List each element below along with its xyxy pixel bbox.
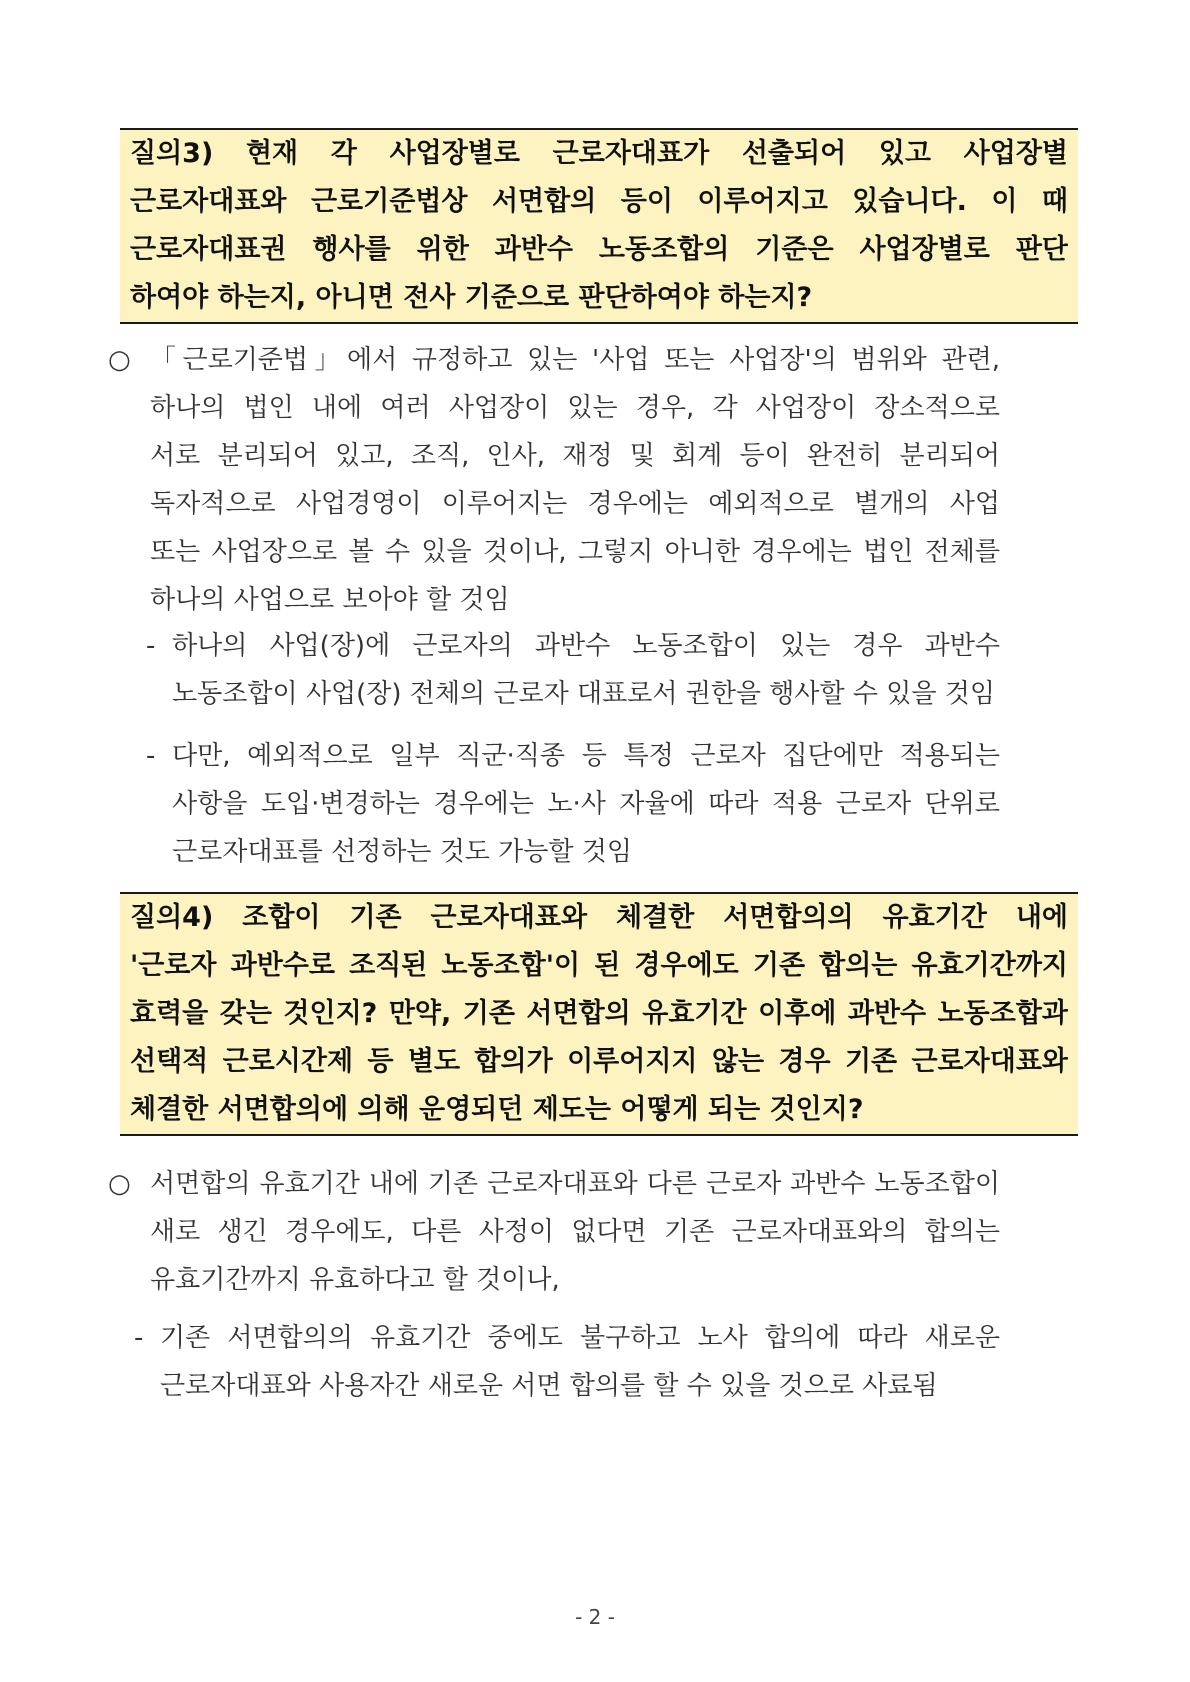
answer-3-main [150, 336, 1000, 624]
question-4-line: 선택적 근로시간제 등 별도 합의가 이루어지지 않는 경우 기존 근로자대표와 [130, 1046, 1068, 1077]
answer-4-sub1 [160, 1314, 1000, 1410]
answer-4-bullet: ○ [108, 1169, 131, 1199]
answer-3-sub2-dash: - [146, 741, 156, 771]
question-3-line: 질의3) 현재 각 사업장별로 근로자대표가 선출되어 있고 사업장별 [130, 138, 1068, 169]
question-4-line: '근로자 과반수로 조직된 노동조합'이 된 경우에도 기존 합의는 유효기간까지 [130, 950, 1068, 981]
question-3-line: 하여야 하는지, 아니면 전사 기준으로 판단하여야 하는지? [130, 282, 813, 313]
answer-4-sub1-dash: - [134, 1323, 144, 1353]
answer-3-sub1-dash: - [146, 631, 156, 661]
answer-3-sub2 [172, 732, 1000, 876]
question-4-box [120, 892, 1078, 1136]
question-4-line: 효력을 갖는 것인지? 만약, 기존 서면합의 유효기간 이후에 과반수 노동조합과 [130, 998, 1068, 1029]
question-3-line: 근로자대표와 근로기준법상 서면합의 등이 이루어지고 있습니다. 이 때 [130, 186, 1068, 217]
answer-3-sub2-line: 근로자대표를 선정하는 것도 가능할 것임 [172, 837, 633, 867]
answer-4-main [150, 1160, 1000, 1304]
answer-4-line: 서면합의 유효기간 내에 기존 근로자대표와 다른 근로자 과반수 노동조합이 [150, 1169, 1000, 1199]
answer-3-sub2-line: 사항을 도입·변경하는 경우에는 노·사 자율에 따라 적용 근로자 단위로 [172, 789, 1000, 819]
answer-3-sub1 [172, 622, 1000, 718]
question-3-line: 근로자대표권 행사를 위한 과반수 노동조합의 기준은 사업장별로 판단 [130, 234, 1068, 265]
answer-3-sub1-line: 노동조합이 사업(장) 전체의 근로자 대표로서 권한을 행사할 수 있을 것임 [172, 679, 996, 709]
answer-4-line: 유효기간까지 유효하다고 할 것이나, [150, 1265, 560, 1295]
answer-3-line: 「근로기준법」에서 규정하고 있는 '사업 또는 사업장'의 범위와 관련, [150, 345, 1000, 375]
answer-3-sub1-line: 하나의 사업(장)에 근로자의 과반수 노동조합이 있는 경우 과반수 [172, 631, 1000, 661]
page-number: - 2 - [575, 1605, 615, 1629]
answer-4-sub1-line: 근로자대표와 사용자간 새로운 서면 합의를 할 수 있을 것으로 사료됨 [160, 1371, 938, 1401]
answer-4-sub1-line: 기존 서면합의의 유효기간 중에도 불구하고 노사 합의에 따라 새로운 [160, 1323, 1000, 1353]
answer-3-line: 독자적으로 사업경영이 이루어지는 경우에는 예외적으로 별개의 사업 [150, 489, 1000, 519]
question-4-line: 질의4) 조합이 기존 근로자대표와 체결한 서면합의의 유효기간 내에 [130, 902, 1068, 933]
answer-4-line: 새로 생긴 경우에도, 다른 사정이 없다면 기존 근로자대표와의 합의는 [150, 1217, 1000, 1247]
answer-3-line: 하나의 법인 내에 여러 사업장이 있는 경우, 각 사업장이 장소적으로 [150, 393, 1000, 423]
answer-3-line: 서로 분리되어 있고, 조직, 인사, 재정 및 회계 등이 완전히 분리되어 [150, 441, 1000, 471]
question-4-line: 체결한 서면합의에 의해 운영되던 제도는 어떻게 되는 것인지? [130, 1094, 864, 1125]
question-3-box [120, 128, 1078, 324]
answer-3-bullet: ○ [108, 345, 131, 375]
answer-3-line: 하나의 사업으로 보아야 할 것임 [150, 585, 510, 615]
answer-3-sub2-line: 다만, 예외적으로 일부 직군·직종 등 특정 근로자 집단에만 적용되는 [172, 741, 1000, 771]
answer-3-line: 또는 사업장으로 볼 수 있을 것이나, 그렇지 아니한 경우에는 법인 전체를 [150, 537, 1000, 567]
